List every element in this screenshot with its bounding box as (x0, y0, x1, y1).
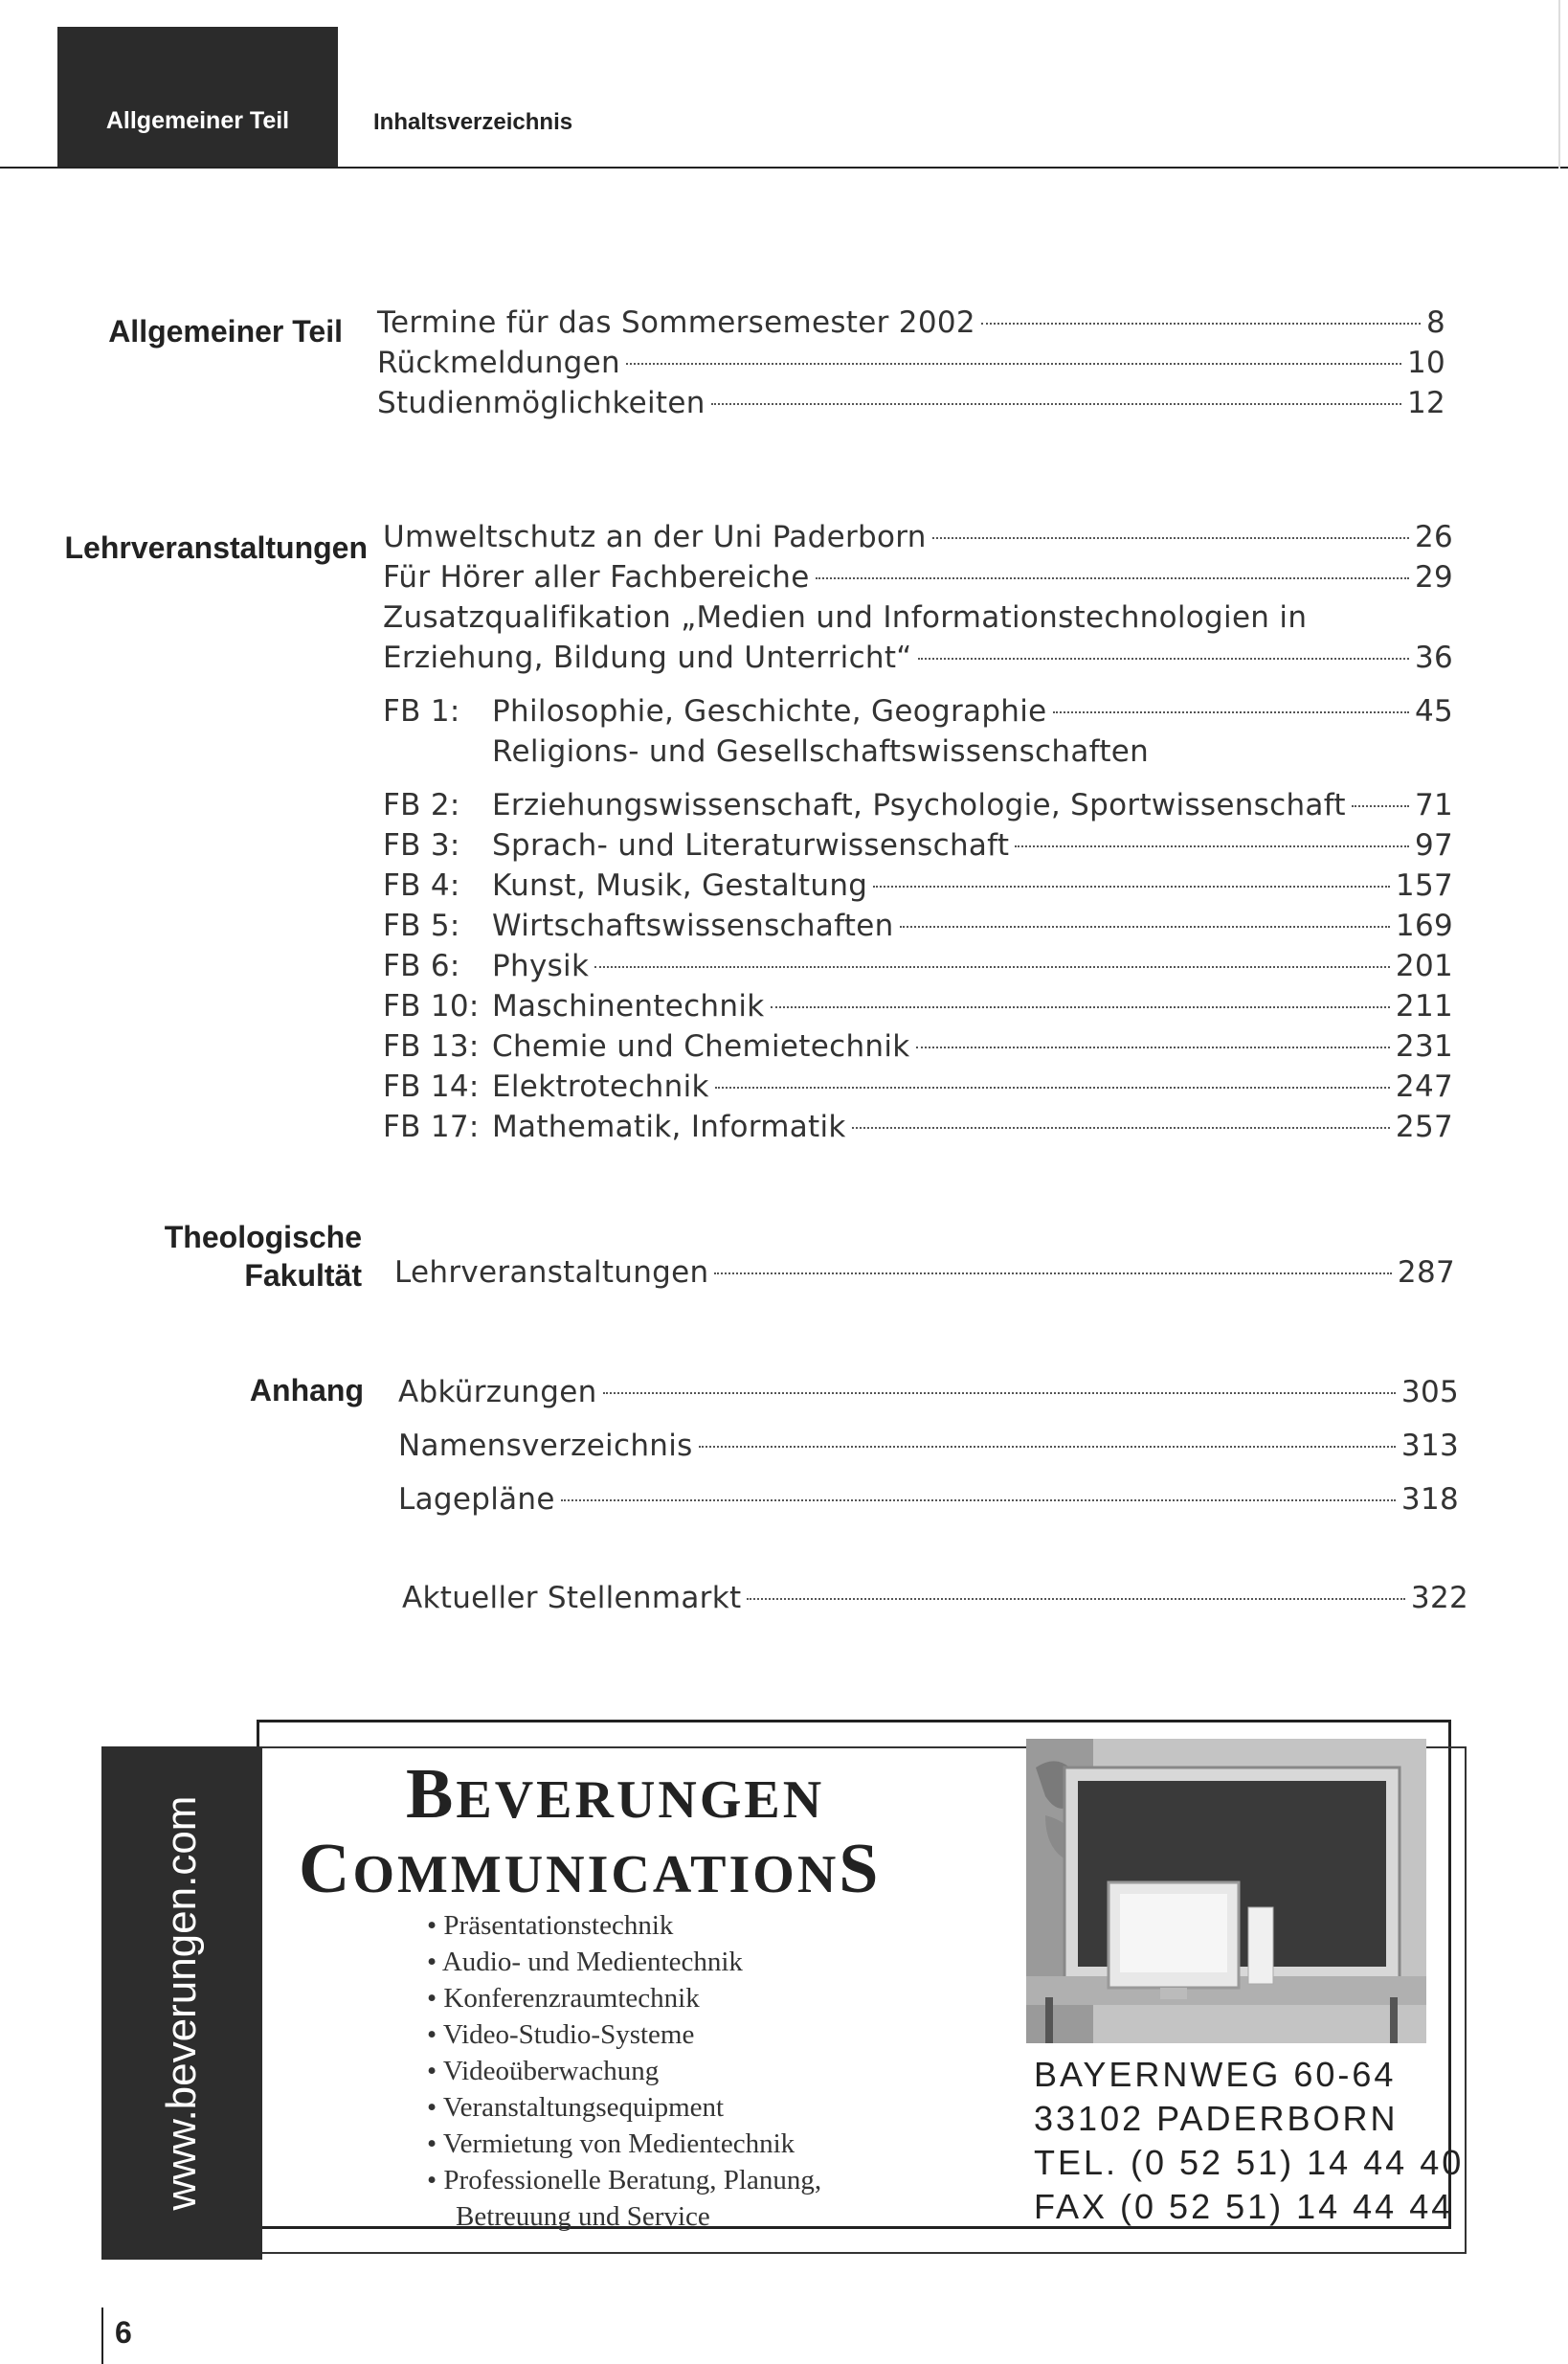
ad-city: 33102 PADERBORN (1034, 2099, 1399, 2138)
toc-entry[interactable]: Umweltschutz an der Uni Paderborn 26 (383, 520, 1453, 554)
ad-fax: FAX (0 52 51) 14 44 44 (1034, 2187, 1454, 2226)
toc-entry[interactable]: Termine für das Sommersemester 2002 8 (377, 305, 1445, 340)
list-item: • Professionelle Beratung, Planung, (427, 2165, 822, 2195)
toc-stellenmarkt (402, 1578, 1468, 1618)
toc-entry-fb[interactable]: FB 1: Philosophie, Geschichte, Geographie 45 (383, 694, 1453, 729)
list-item: Betreuung und Service (456, 2201, 710, 2232)
ad-street: BAYERNWEG 60-64 (1034, 2055, 1397, 2094)
toc-entry-fb[interactable]: FB 14: Elektrotechnik 247 (383, 1069, 1453, 1104)
toc-entry[interactable]: Für Hörer aller Fachbereiche 29 (383, 560, 1453, 595)
page-number: 6 (115, 2315, 132, 2350)
toc-entry[interactable]: Rückmeldungen 10 (377, 346, 1445, 380)
section-label-theologie (38, 1218, 362, 1295)
toc-entry-text: Religions- und Gesellschaftswissenschaften (492, 734, 1150, 769)
page-edge (1558, 0, 1560, 169)
toc-allgemein (377, 303, 1445, 423)
toc-entry-fb[interactable]: FB 13: Chemie und Chemietechnik 231 (383, 1029, 1453, 1064)
toc-entry[interactable]: Namensverzeichnis 313 (398, 1429, 1459, 1463)
toc-entry-fb[interactable]: FB 17: Mathematik, Informatik 257 (383, 1110, 1453, 1144)
list-item: • Konferenzraumtechnik (427, 1983, 700, 2014)
ad-url[interactable]: www.beverungen.com (158, 1795, 205, 2211)
display-monitors-image (1026, 1739, 1426, 2043)
toc-entry[interactable]: Studienmöglichkeiten 12 (377, 386, 1445, 420)
ad-brand-line1: BEVERUNGEN (406, 1755, 825, 1834)
list-item: • Präsentationstechnik (427, 1910, 674, 1941)
toc-entry[interactable]: Lagepläne 318 (398, 1482, 1459, 1517)
toc-entry-fb[interactable]: FB 10: Maschinentechnik 211 (383, 989, 1453, 1024)
toc-lehrveranstaltungen (383, 517, 1453, 1147)
section-label-anhang: Anhang (249, 1373, 364, 1407)
list-item: • Veranstaltungsequipment (427, 2092, 725, 2123)
list-item: • Videoüberwachung (427, 2056, 660, 2086)
section-label-lehrveranstaltungen: Lehrveranstaltungen (64, 530, 368, 565)
toc-entry-fb[interactable]: FB 3: Sprach- und Literaturwissenschaft 97 (383, 828, 1453, 863)
list-item: • Vermietung von Medientechnik (427, 2128, 795, 2159)
ad-phone[interactable]: TEL. (0 52 51) 14 44 40 (1034, 2143, 1465, 2182)
toc-entry-fb[interactable]: FB 2: Erziehungswissenschaft, Psychologie, Sportwissenschaft 71 (383, 788, 1453, 822)
page-number-rule (101, 2308, 103, 2364)
page-title: Inhaltsverzeichnis (373, 109, 573, 135)
section-label-line: Theologische (164, 1220, 362, 1254)
toc-entry-text: Zusatzqualifikation „Medien und Informationstechnologien in (383, 600, 1308, 635)
list-item: • Video-Studio-Systeme (427, 2019, 695, 2050)
toc-entry[interactable]: Erziehung, Bildung und Unterricht“ 36 (383, 641, 1453, 675)
header-section-label: Allgemeiner Teil (105, 107, 290, 134)
section-label-line: Fakultät (244, 1258, 362, 1293)
toc-entry[interactable]: Aktueller Stellenmarkt 322 (402, 1581, 1468, 1615)
toc-entry-fb[interactable]: FB 5: Wirtschaftswissenschaften 169 (383, 909, 1453, 943)
toc-entry-fb[interactable]: FB 4: Kunst, Musik, Gestaltung 157 (383, 868, 1453, 903)
toc-entry[interactable]: Abkürzungen 305 (398, 1375, 1459, 1409)
ad-address (1034, 2053, 1464, 2229)
toc-theologie (394, 1252, 1455, 1293)
toc-entry-fb[interactable]: FB 6: Physik 201 (383, 949, 1453, 983)
section-label-allgemein: Allgemeiner Teil (108, 314, 343, 349)
header-section-tab (57, 27, 338, 169)
ad-brand-line2: COMMUNICATIONS (299, 1830, 882, 1908)
ad-services-list (427, 1907, 821, 2235)
toc-entry[interactable]: Lehrveranstaltungen 287 (394, 1255, 1455, 1290)
header-rule (0, 167, 1568, 169)
ad-product-photo (1026, 1739, 1426, 2043)
toc-anhang (398, 1365, 1459, 1526)
list-item: • Audio- und Medientechnik (427, 1947, 743, 1977)
